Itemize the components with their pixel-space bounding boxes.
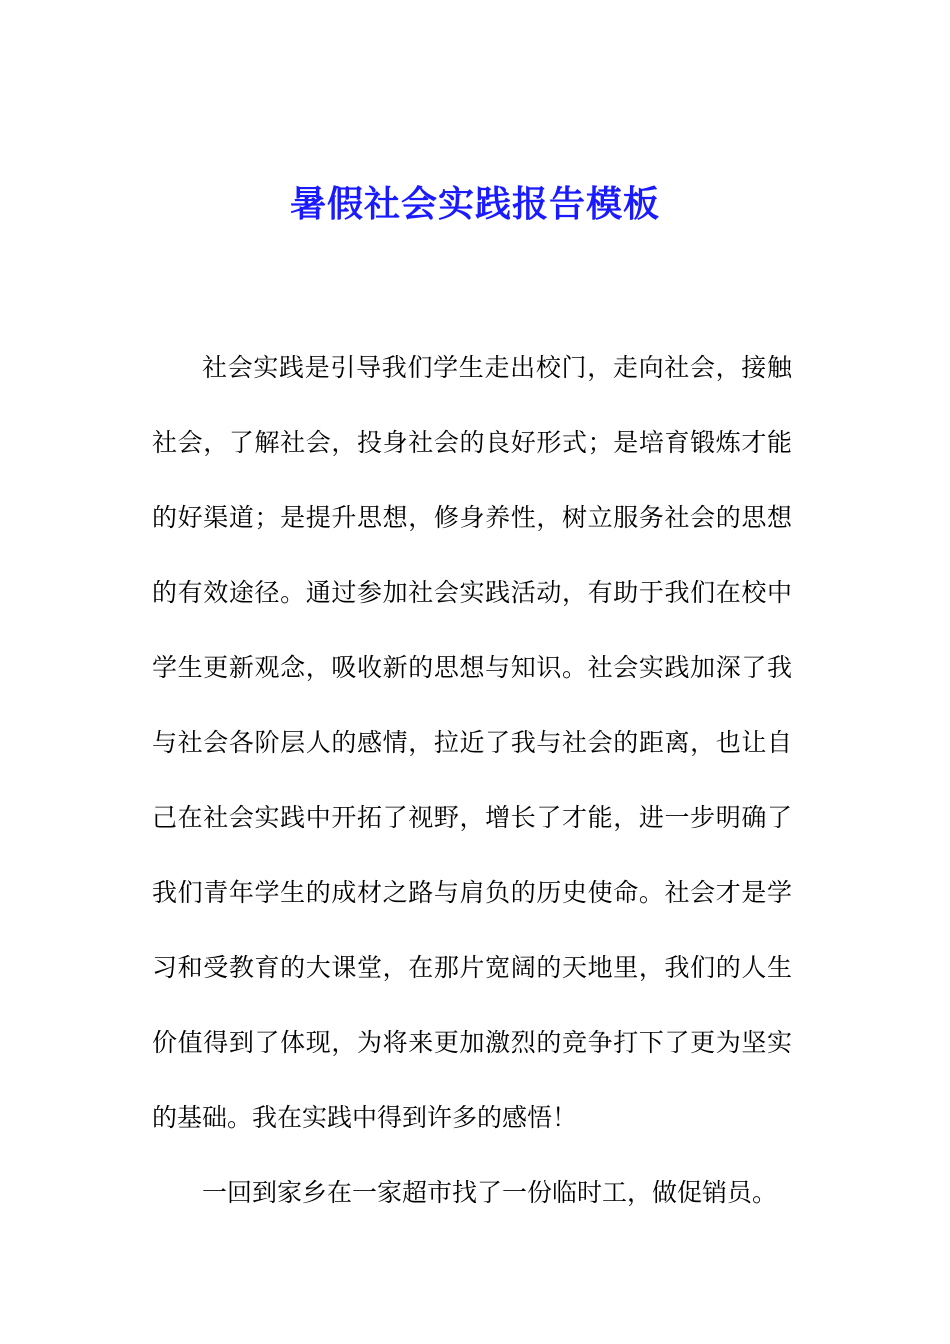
body-paragraph-1: 社会实践是引导我们学生走出校门，走向社会，接触社会，了解社会，投身社会的良好形式；是培育锻炼才能的好渠道；是提升思想，修身养性，树立服务社会的思想的有效途径。通过参加社会实践活动，有助于我们在校中学生更新观念，吸收新的思想与知识。社会实践加深了我与社会各阶层人的感情，拉近了我与社会的距离，也让自己在社会实践中开拓了视野，增长了才能，进一步明确了我们青年学生的成材之路与肩负的历史使命。社会才是学习和受教育的大课堂，在那片宽阔的天地里，我们的人生价值得到了体现，为将来更加激烈的竞争打下了更为坚实的基础。我在实践中得到许多的感悟！	[152, 353, 792, 1132]
body-paragraph-2: 一回到家乡在一家超市找了一份临时工，做促销员。	[202, 1178, 778, 1207]
document-title: 暑假社会实践报告模板	[289, 183, 660, 225]
document-body	[152, 330, 792, 1230]
